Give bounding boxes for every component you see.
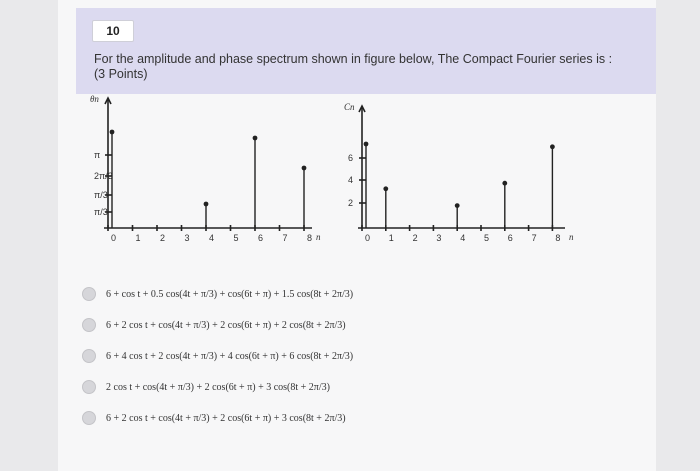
amp-marker-0: [364, 142, 369, 147]
amp-x-tick-label: 1: [388, 233, 394, 243]
amp-y-tick-label: 4: [348, 175, 354, 185]
phase-x-tick-label: 3: [184, 233, 190, 243]
option-3[interactable]: [82, 346, 642, 366]
option-1-label: 6 + cos t + 0.5 cos(4t + π/3) + cos(6t + π) + 1.5 cos(8t + 2π/3): [106, 288, 354, 300]
option-1-radio[interactable]: [82, 287, 96, 301]
amp-y-tick-label: 6: [348, 153, 354, 163]
question-number: 10: [92, 20, 134, 42]
amp-marker-3: [502, 181, 507, 186]
phase-x-tick-label: 6: [258, 233, 264, 243]
amp-marker-1: [383, 186, 388, 191]
amplitude-spectrum-chart: [344, 102, 574, 243]
option-3-radio[interactable]: [82, 349, 96, 363]
phase-x-tick-label: 5: [233, 233, 239, 243]
amp-y-label: Cn: [344, 102, 355, 112]
answer-options: [82, 284, 642, 439]
amp-x-tick-label: 6: [507, 233, 513, 243]
option-2[interactable]: [82, 315, 642, 335]
amp-x-tick-label: 8: [555, 233, 561, 243]
amp-x-tick-label: 0: [365, 233, 371, 243]
amp-marker-2: [455, 203, 460, 208]
option-4-radio[interactable]: [82, 380, 96, 394]
phase-marker-3: [302, 166, 307, 171]
amp-x-label: n: [569, 232, 574, 242]
phase-spectrum-chart: [90, 94, 321, 243]
amp-x-tick-label: 4: [460, 233, 466, 243]
phase-marker-2: [253, 136, 258, 141]
phase-y-tick-label: 2π/3: [94, 171, 113, 181]
phase-y-tick-label: π: [94, 150, 101, 160]
phase-x-tick-label: 2: [160, 233, 166, 243]
phase-x-tick-label: 4: [209, 233, 215, 243]
option-5-label: 6 + 2 cos t + cos(4t + π/3) + 2 cos(6t + π) + 3 cos(8t + 2π/3): [106, 412, 346, 424]
question-prompt: For the amplitude and phase spectrum shown in figure below, The Compact Fourier series is :: [94, 52, 613, 66]
phase-marker-1: [204, 202, 209, 207]
phase-x-tick-label: 8: [307, 233, 313, 243]
option-4-label: 2 cos t + cos(4t + π/3) + 2 cos(6t + π) + 3 cos(8t + 2π/3): [106, 381, 330, 393]
phase-x-label: n: [316, 232, 321, 242]
option-1[interactable]: [82, 284, 642, 304]
phase-y-tick-label: π/3: [94, 190, 108, 200]
phase-y-tick-label: π/3: [94, 207, 108, 217]
option-5[interactable]: [82, 408, 642, 428]
option-2-label: 6 + 2 cos t + cos(4t + π/3) + 2 cos(6t + π) + 2 cos(8t + 2π/3): [106, 319, 346, 331]
amp-marker-4: [550, 144, 555, 149]
phase-x-tick-label: 1: [135, 233, 141, 243]
option-4[interactable]: [82, 377, 642, 397]
amp-x-tick-label: 7: [531, 233, 537, 243]
phase-marker-0: [110, 130, 115, 135]
amp-x-tick-label: 5: [484, 233, 490, 243]
amp-y-tick-label: 2: [348, 198, 354, 208]
amp-x-tick-label: 3: [436, 233, 442, 243]
phase-y-label: θn: [90, 94, 99, 104]
question-points: (3 Points): [94, 67, 148, 81]
amp-x-tick-label: 2: [412, 233, 418, 243]
phase-x-tick-label: 7: [282, 233, 288, 243]
phase-x-tick-label: 0: [111, 233, 117, 243]
option-5-radio[interactable]: [82, 411, 96, 425]
option-2-radio[interactable]: [82, 318, 96, 332]
option-3-label: 6 + 4 cos t + 2 cos(4t + π/3) + 4 cos(6t + π) + 6 cos(8t + 2π/3): [106, 350, 354, 362]
